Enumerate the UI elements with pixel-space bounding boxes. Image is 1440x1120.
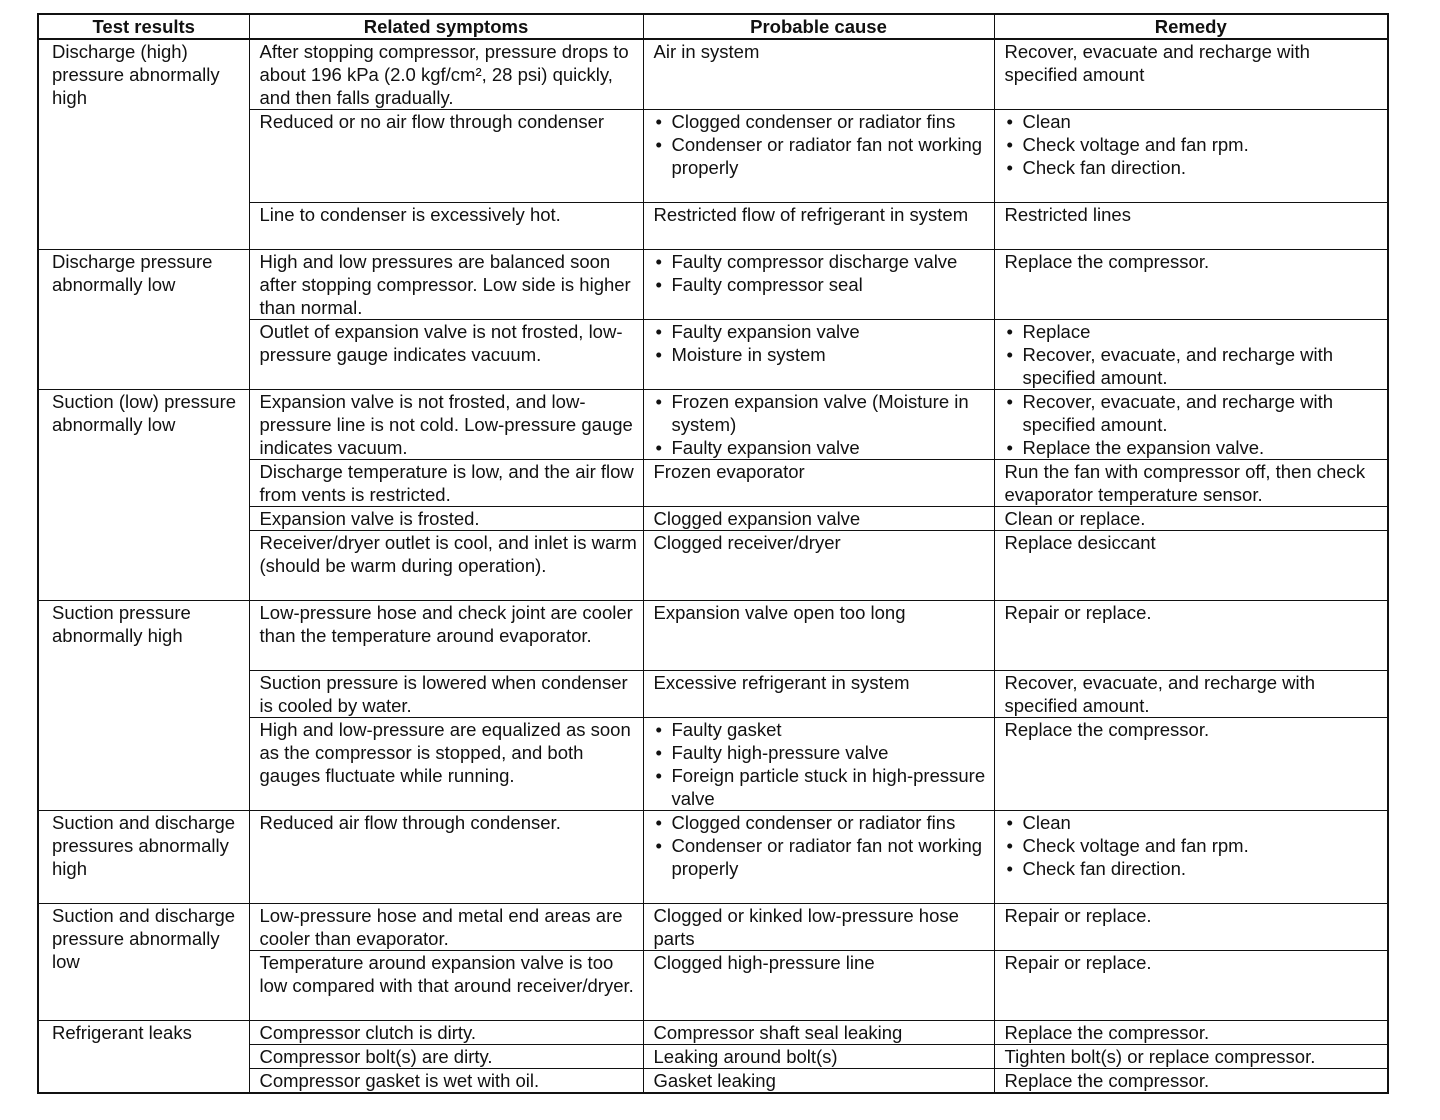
cause-cell [643, 110, 994, 203]
remedy-list [1005, 811, 1384, 880]
cause-cell [643, 507, 994, 531]
symptom-cell: Outlet of expansion valve is not frosted, low-pressure gauge indicates vacuum. [249, 320, 643, 390]
remedy-text: Tighten bolt(s) or replace compressor. [1004, 1046, 1316, 1067]
remedy-cell [994, 718, 1388, 811]
remedy-text: Replace the compressor. [1004, 1022, 1210, 1043]
test-result-cell: Suction and discharge pressures abnormally high [38, 811, 249, 904]
test-result-cell: Suction pressure abnormally high [38, 601, 249, 811]
test-result-cell: Suction (low) pressure abnormally low [38, 390, 249, 601]
cause-text: Excessive refrigerant in system [653, 672, 910, 693]
cause-text: Expansion valve open too long [653, 602, 906, 623]
symptom-cell: Line to condenser is excessively hot. [249, 203, 643, 250]
cause-cell [643, 1069, 994, 1094]
cause-text: Clogged high-pressure line [653, 952, 875, 973]
symptom-cell: Low-pressure hose and metal end areas are cooler than evaporator. [249, 904, 643, 951]
test-result-cell: Discharge pressure abnormally low [38, 250, 249, 390]
table-row [38, 601, 1388, 671]
symptom-cell: Compressor clutch is dirty. [249, 1021, 643, 1045]
symptom-cell: Compressor gasket is wet with oil. [249, 1069, 643, 1094]
table-row [38, 904, 1388, 951]
cause-item: • Faulty expansion valve [654, 320, 990, 343]
cause-item: • Faulty compressor seal [654, 273, 990, 296]
cause-cell [643, 671, 994, 718]
cause-text: Clogged receiver/dryer [653, 532, 841, 553]
remedy-text: Recover, evacuate, and recharge with specified amount. [1004, 672, 1316, 716]
cause-cell [643, 203, 994, 250]
cause-item: • Frozen expansion valve (Moisture in system) [654, 390, 990, 436]
table-row [38, 1021, 1388, 1045]
remedy-list [1005, 390, 1384, 459]
cause-text: Clogged or kinked low-pressure hose parts [653, 905, 959, 949]
cause-cell [643, 811, 994, 904]
cause-list [654, 811, 990, 880]
symptom-cell: Expansion valve is not frosted, and low-pressure line is not cold. Low-pressure gauge indicates vacuum. [249, 390, 643, 460]
remedy-item: • Recover, evacuate, and recharge with specified amount. [1005, 343, 1384, 389]
cause-item: • Clogged condenser or radiator fins [654, 811, 990, 834]
symptom-cell: Reduced air flow through condenser. [249, 811, 643, 904]
cause-cell [643, 320, 994, 390]
remedy-list [1005, 110, 1384, 179]
remedy-cell [994, 250, 1388, 320]
remedy-text: Repair or replace. [1004, 602, 1152, 623]
cause-cell [643, 718, 994, 811]
remedy-cell [994, 531, 1388, 601]
cause-list [654, 250, 990, 296]
remedy-cell [994, 460, 1388, 507]
cause-cell [643, 250, 994, 320]
cause-item: • Faulty gasket [654, 718, 990, 741]
cause-item: • Faulty high-pressure valve [654, 741, 990, 764]
table-body [38, 39, 1388, 1093]
symptom-cell: Compressor bolt(s) are dirty. [249, 1045, 643, 1069]
cause-cell [643, 1045, 994, 1069]
symptom-cell: Reduced or no air flow through condenser [249, 110, 643, 203]
remedy-text: Run the fan with compressor off, then check evaporator temperature sensor. [1004, 461, 1366, 505]
table-row [38, 811, 1388, 904]
remedy-cell [994, 904, 1388, 951]
cause-cell [643, 951, 994, 1021]
remedy-cell [994, 507, 1388, 531]
cause-cell [643, 390, 994, 460]
remedy-cell [994, 671, 1388, 718]
remedy-cell [994, 811, 1388, 904]
cause-text: Restricted flow of refrigerant in system [653, 204, 969, 225]
remedy-text: Restricted lines [1004, 204, 1131, 225]
remedy-cell [994, 390, 1388, 460]
cause-item: • Clogged condenser or radiator fins [654, 110, 990, 133]
remedy-text: Replace the compressor. [1004, 1070, 1210, 1091]
remedy-item: • Check fan direction. [1005, 857, 1384, 880]
remedy-text: Replace the compressor. [1004, 251, 1210, 272]
remedy-cell [994, 39, 1388, 110]
symptom-cell: Receiver/dryer outlet is cool, and inlet is warm (should be warm during operation). [249, 531, 643, 601]
symptom-cell: After stopping compressor, pressure drops to about 196 kPa (2.0 kgf/cm², 28 psi) quickly, and then falls gradually. [249, 39, 643, 110]
remedy-cell [994, 1069, 1388, 1094]
header-row [38, 14, 1388, 39]
cause-text: Air in system [653, 41, 760, 62]
remedy-cell [994, 320, 1388, 390]
remedy-item: • Check fan direction. [1005, 156, 1384, 179]
test-result-cell: Discharge (high) pressure abnormally high [38, 39, 249, 250]
remedy-cell [994, 601, 1388, 671]
remedy-cell [994, 1021, 1388, 1045]
cause-text: Clogged expansion valve [653, 508, 861, 529]
remedy-cell [994, 203, 1388, 250]
remedy-item: • Clean [1005, 811, 1384, 834]
cause-item: • Faulty expansion valve [654, 436, 990, 459]
remedy-text: Recover, evacuate and recharge with specified amount [1004, 41, 1310, 85]
test-result-cell: Suction and discharge pressure abnormally low [38, 904, 249, 1021]
symptom-cell: High and low-pressure are equalized as soon as the compressor is stopped, and both gauges fluctuate while running. [249, 718, 643, 811]
cause-list [654, 320, 990, 366]
test-result-cell: Refrigerant leaks [38, 1021, 249, 1094]
remedy-cell [994, 1045, 1388, 1069]
remedy-text: Replace desiccant [1004, 532, 1156, 553]
cause-list [654, 110, 990, 179]
table-row [38, 390, 1388, 460]
cause-item: • Condenser or radiator fan not working properly [654, 834, 990, 880]
cause-text: Frozen evaporator [653, 461, 805, 482]
symptom-cell: High and low pressures are balanced soon after stopping compressor. Low side is higher than normal. [249, 250, 643, 320]
symptom-cell: Temperature around expansion valve is too low compared with that around receiver/dryer. [249, 951, 643, 1021]
symptom-cell: Suction pressure is lowered when condenser is cooled by water. [249, 671, 643, 718]
cause-cell [643, 1021, 994, 1045]
cause-cell [643, 904, 994, 951]
remedy-item: • Recover, evacuate, and recharge with specified amount. [1005, 390, 1384, 436]
cause-list [654, 390, 990, 459]
troubleshooting-table [37, 13, 1389, 1094]
table-row [38, 250, 1388, 320]
header-probable-cause: Probable cause [643, 14, 994, 39]
cause-text: Compressor shaft seal leaking [653, 1022, 903, 1043]
remedy-item: • Replace the expansion valve. [1005, 436, 1384, 459]
remedy-text: Replace the compressor. [1004, 719, 1210, 740]
cause-text: Leaking around bolt(s) [653, 1046, 838, 1067]
cause-cell [643, 531, 994, 601]
remedy-text: Repair or replace. [1004, 905, 1152, 926]
cause-item: • Foreign particle stuck in high-pressure valve [654, 764, 990, 810]
header-test-results: Test results [38, 14, 249, 39]
header-related-symptoms: Related symptoms [249, 14, 643, 39]
symptom-cell: Low-pressure hose and check joint are cooler than the temperature around evaporator. [249, 601, 643, 671]
remedy-item: • Check voltage and fan rpm. [1005, 834, 1384, 857]
cause-item: • Faulty compressor discharge valve [654, 250, 990, 273]
symptom-cell: Expansion valve is frosted. [249, 507, 643, 531]
cause-text: Gasket leaking [653, 1070, 776, 1091]
remedy-item: • Check voltage and fan rpm. [1005, 133, 1384, 156]
cause-cell [643, 601, 994, 671]
remedy-item: • Clean [1005, 110, 1384, 133]
remedy-list [1005, 320, 1384, 389]
table-row [38, 39, 1388, 110]
remedy-cell [994, 110, 1388, 203]
cause-list [654, 718, 990, 810]
remedy-item: • Replace [1005, 320, 1384, 343]
remedy-text: Clean or replace. [1004, 508, 1146, 529]
remedy-cell [994, 951, 1388, 1021]
remedy-text: Repair or replace. [1004, 952, 1152, 973]
cause-item: • Condenser or radiator fan not working properly [654, 133, 990, 179]
cause-cell [643, 39, 994, 110]
cause-item: • Moisture in system [654, 343, 990, 366]
symptom-cell: Discharge temperature is low, and the air flow from vents is restricted. [249, 460, 643, 507]
troubleshooting-table-wrapper [37, 13, 1389, 1094]
cause-cell [643, 460, 994, 507]
header-remedy: Remedy [994, 14, 1388, 39]
